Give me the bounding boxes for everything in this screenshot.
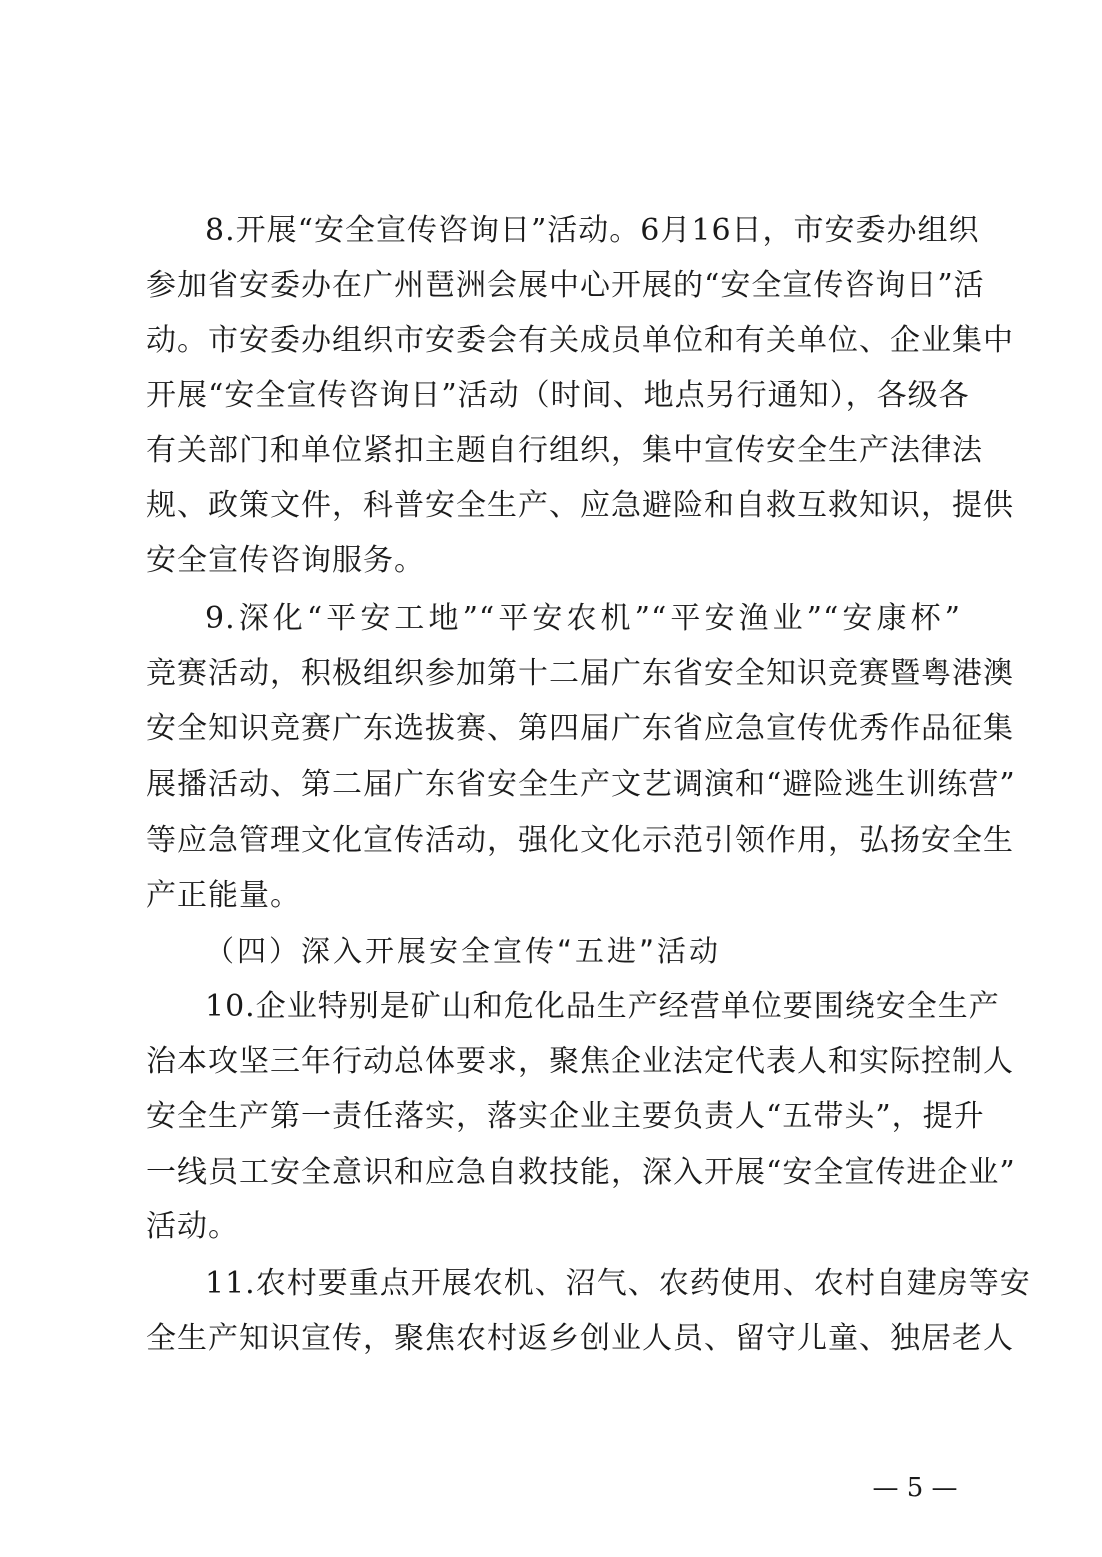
page-number: — 5 — [872,1473,958,1503]
paragraph-10-line-5: 活动。 [146,1209,239,1244]
section-heading: （四）深入开展安全宣传“五进”活动 [205,934,722,968]
paragraph-9-line-2: 竞赛活动，积极组织参加第十二届广东省安全知识竞赛暨粤港澳 [146,656,1014,691]
paragraph-9-line-3: 安全知识竞赛广东选拔赛、第四届广东省应急宣传优秀作品征集 [146,711,1014,746]
paragraph-9-line-1: 9.深化“平安工地”“平安农机”“平安渔业”“安康杯” [205,601,961,636]
paragraph-9-line-5: 等应急管理文化宣传活动，强化文化示范引领作用，弘扬安全生 [146,823,1014,858]
paragraph-8-line-4: 开展“安全宣传咨询日”活动（时间、地点另行通知），各级各 [146,378,970,413]
paragraph-10-line-3: 安全生产第一责任落实，落实企业主要负责人“五带头”，提升 [146,1099,985,1134]
paragraph-11-line-1: 11.农村要重点开展农机、沼气、农药使用、农村自建房等安 [205,1266,1031,1301]
paragraph-8-line-2: 参加省安委办在广州琶洲会展中心开展的“安全宣传咨询日”活 [146,268,985,303]
paragraph-8-line-1: 8.开展“安全宣传咨询日”活动。6月16日，市安委办组织 [205,213,980,248]
paragraph-8-line-6: 规、政策文件，科普安全生产、应急避险和自救互救知识，提供 [146,488,1014,523]
paragraph-9-line-6: 产正能量。 [146,878,301,913]
paragraph-10-line-4: 一线员工安全意识和应急自救技能，深入开展“安全宣传进企业” [146,1155,1016,1190]
paragraph-8-line-5: 有关部门和单位紧扣主题自行组织，集中宣传安全生产法律法 [146,433,983,468]
paragraph-8-line-3: 动。市安委办组织市安委会有关成员单位和有关单位、企业集中 [146,323,1014,358]
paragraph-9-line-4: 展播活动、第二届广东省安全生产文艺调演和“避险逃生训练营” [146,767,1016,802]
paragraph-8-line-7: 安全宣传咨询服务。 [146,543,425,578]
paragraph-10-line-1: 10.企业特别是矿山和危化品生产经营单位要围绕安全生产 [205,989,1000,1024]
paragraph-11-line-2: 全生产知识宣传，聚焦农村返乡创业人员、留守儿童、独居老人 [146,1321,1014,1356]
paragraph-10-line-2: 治本攻坚三年行动总体要求，聚焦企业法定代表人和实际控制人 [146,1044,1014,1079]
